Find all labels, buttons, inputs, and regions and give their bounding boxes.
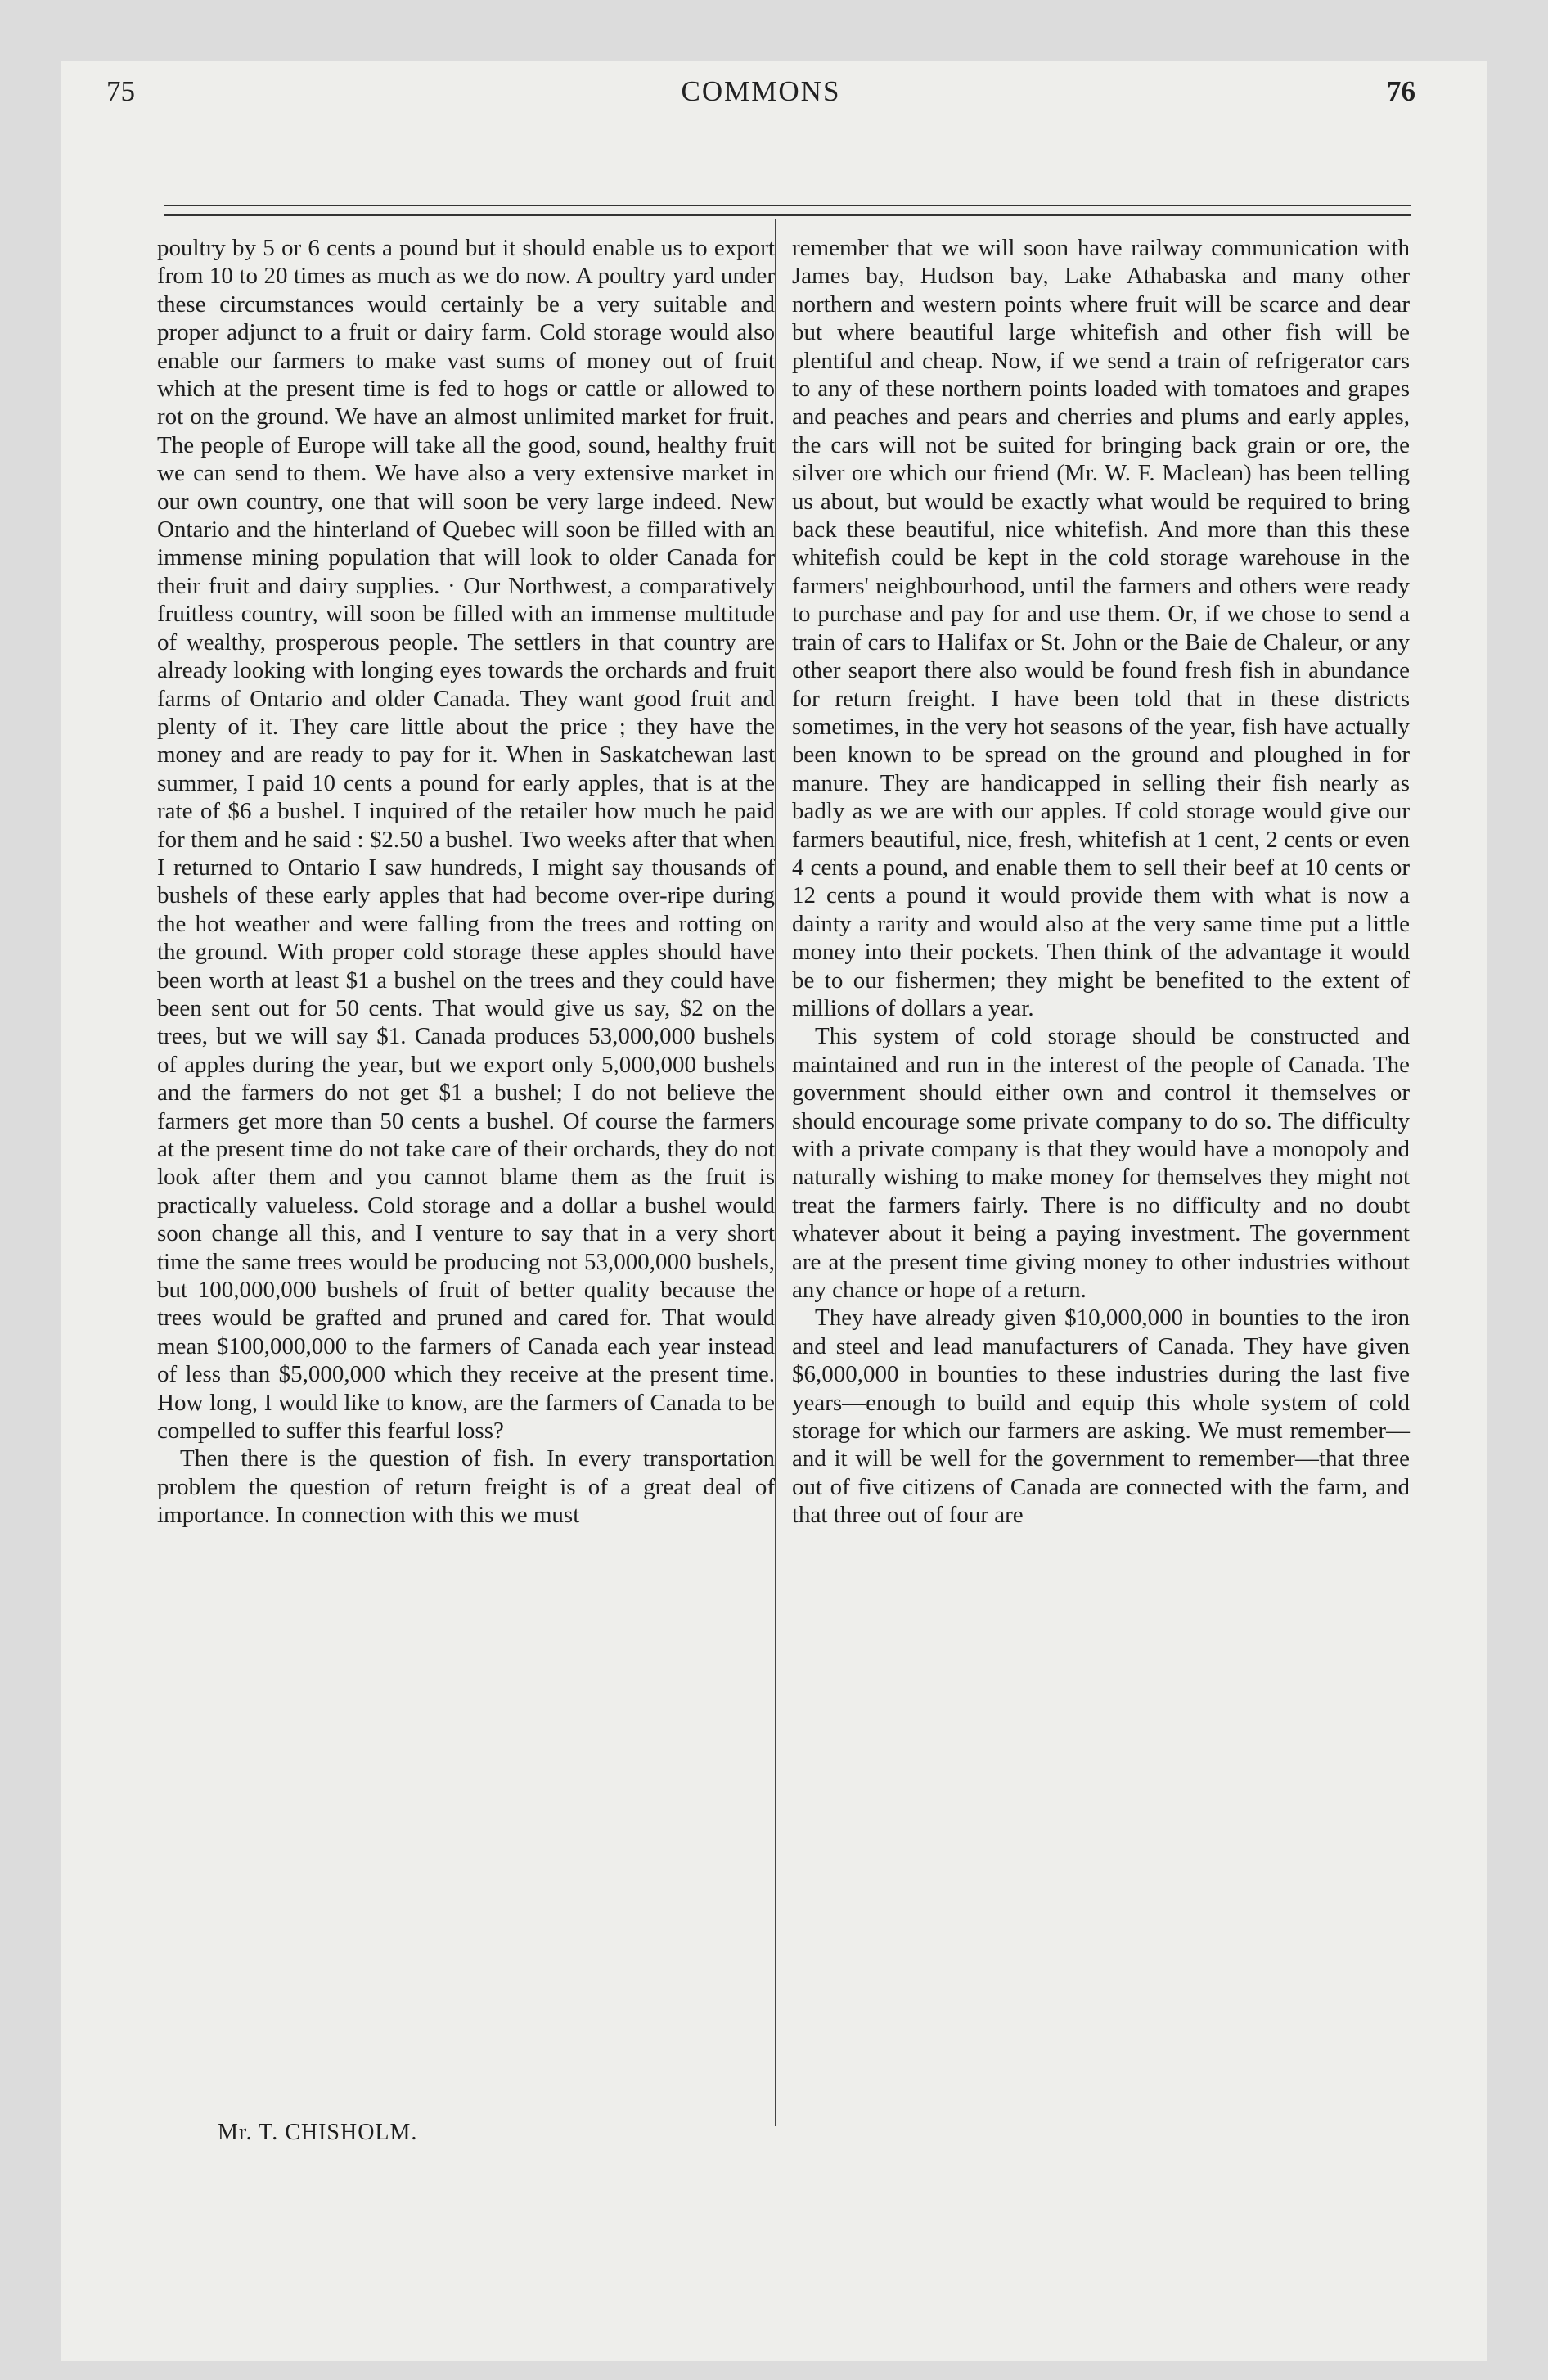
left-paragraph-1: poultry by 5 or 6 cents a pound but it should enable us to export from 10 to 20 times as much as we do now. A poultry yard under these circumstances would certainly be a very suitable and proper adjunct to a fruit or dairy farm. Cold storage would also enable our farmers to make vast sums of money out of fruit which at the present time is fed to hogs or cattle or allowed to rot on the ground. We have an almost unlimited market for fruit. The people of Europe will take all the good, sound, healthy fruit we can send to them. We have also a very extensive market in our own country, one that will soon be very large indeed. New Ontario and the hinterland of Quebec will soon be filled with an immense mining population that will look to older Canada for their fruit and dairy supplies. · Our Northwest, a comparatively fruitless country, will soon be filled with an immense multitude of wealthy, prosperous people. The settlers in that country are already looking with longing eyes towards the orchards and fruit farms of Ontario and older Canada. They want good fruit and plenty of it. They care little about the price ; they have the money and are ready to pay for it. When in Saskatchewan last summer, I paid 10 cents a pound for early apples, that is at the rate of $6 a bushel. I inquired of the retailer how much he paid for them and he said : $2.50 a bushel. Two weeks after that when I returned to Ontario I saw hundreds, I might say thousands of bushels of these early apples that had become over-ripe during the hot weather and were falling from the trees and rotting on the ground. With proper cold storage these apples should have been worth at least $1 a bushel on the trees and they could have been sent out for 50 cents. That would give us say, $2 on the trees, but we will say $1. Canada produces 53,000,000 bushels of apples during the year, but we export only 5,000,000 bushels and the farmers do not get $1 a bushel; I do not believe the farmers get more than 50 cents a bushel. Of course the farmers at the present time do not take care of their orchards, they do not look after them and you cannot blame them as the fruit is practically valueless. Cold storage and a dollar a bushel would soon change all this, and I venture to say that in a very short time the same trees would be producing not 53,000,000 bushels, but 100,000,000 bushels of fruit of better quality because the trees would be grafted and pruned and cared for. That would mean $100,000,000 to the farmers of Canada each year instead of less than $5,000,000 which they receive at the present time. How long, I would like to know, are the farmers of Canada to be compelled to suffer this fearful loss? — [157, 235, 775, 1445]
header-rule-top — [164, 205, 1411, 206]
left-paragraph-2: Then there is the question of fish. In every transportation problem the question of return freight is of a great deal of importance. In connection with this we must — [157, 1445, 775, 1529]
speaker-signature: Mr. T. CHISHOLM. — [218, 2120, 418, 2145]
page-number-left: 75 — [106, 75, 135, 107]
column-divider — [775, 219, 776, 2126]
page-header — [106, 75, 1415, 124]
left-column — [157, 234, 775, 1530]
running-title: COMMONS — [681, 75, 841, 107]
header-rule-bottom — [164, 214, 1411, 216]
right-paragraph-1: remember that we will soon have railway communication with James bay, Hudson bay, Lake Athabaska and many other northern and western points where fruit will be scarce and dear but where beautiful large whitefish and other fish will be plentiful and cheap. Now, if we send a train of refrigerator cars to any of these northern points loaded with tomatoes and grapes and peaches and pears and cherries and plums and early apples, the cars will not be suited for bringing back grain or ore, the silver ore which our friend (Mr. W. F. Maclean) has been telling us about, but would be exactly what would be required to bring back these beautiful, nice whitefish. And more than this these whitefish could be kept in the cold storage warehouse in the farmers' neighbourhood, until the farmers and others were ready to purchase and pay for and use them. Or, if we chose to send a train of cars to Halifax or St. John or the Baie de Chaleur, or any other seaport there also would be found fresh fish in abundance for return freight. I have been told that in these districts sometimes, in the very hot seasons of the year, fish have actually been known to be spread on the ground and ploughed in for manure. They are handicapped in selling their fish nearly as badly as we are with our apples. If cold storage would give our farmers beautiful, nice, fresh, whitefish at 1 cent, 2 cents or even 4 cents a pound, and enable them to sell their beef at 10 cents or 12 cents a pound it would provide them with what is now a dainty a rarity and would also at the very same time put a little money into their pockets. Then think of the advantage it would be to our fishermen; they might be benefited to the extent of millions of dollars a year. — [792, 235, 1410, 1021]
right-paragraph-3: They have already given $10,000,000 in bounties to the iron and steel and lead manufacturers of Canada. They have given $6,000,000 in bounties to these industries during the last five years—enough to build and equip this whole system of cold storage for which our farmers are asking. We must remember—and it will be well for the government to remember—that three out of five citizens of Canada are connected with the farm, and that three out of four are — [792, 1305, 1410, 1529]
page-number-right: 76 — [1387, 75, 1415, 107]
right-column — [792, 234, 1410, 1530]
right-paragraph-2: This system of cold storage should be constructed and maintained and run in the interest of the people of Canada. The government should either own and control it themselves or should encourage some private company to do so. The difficulty with a private company is that they would have a monopoly and naturally wishing to make money for themselves they might not treat the farmers fairly. There is no difficulty and no doubt whatever about it being a paying investment. The government are at the present time giving money to other industries without any chance or hope of a return. — [792, 1023, 1410, 1304]
